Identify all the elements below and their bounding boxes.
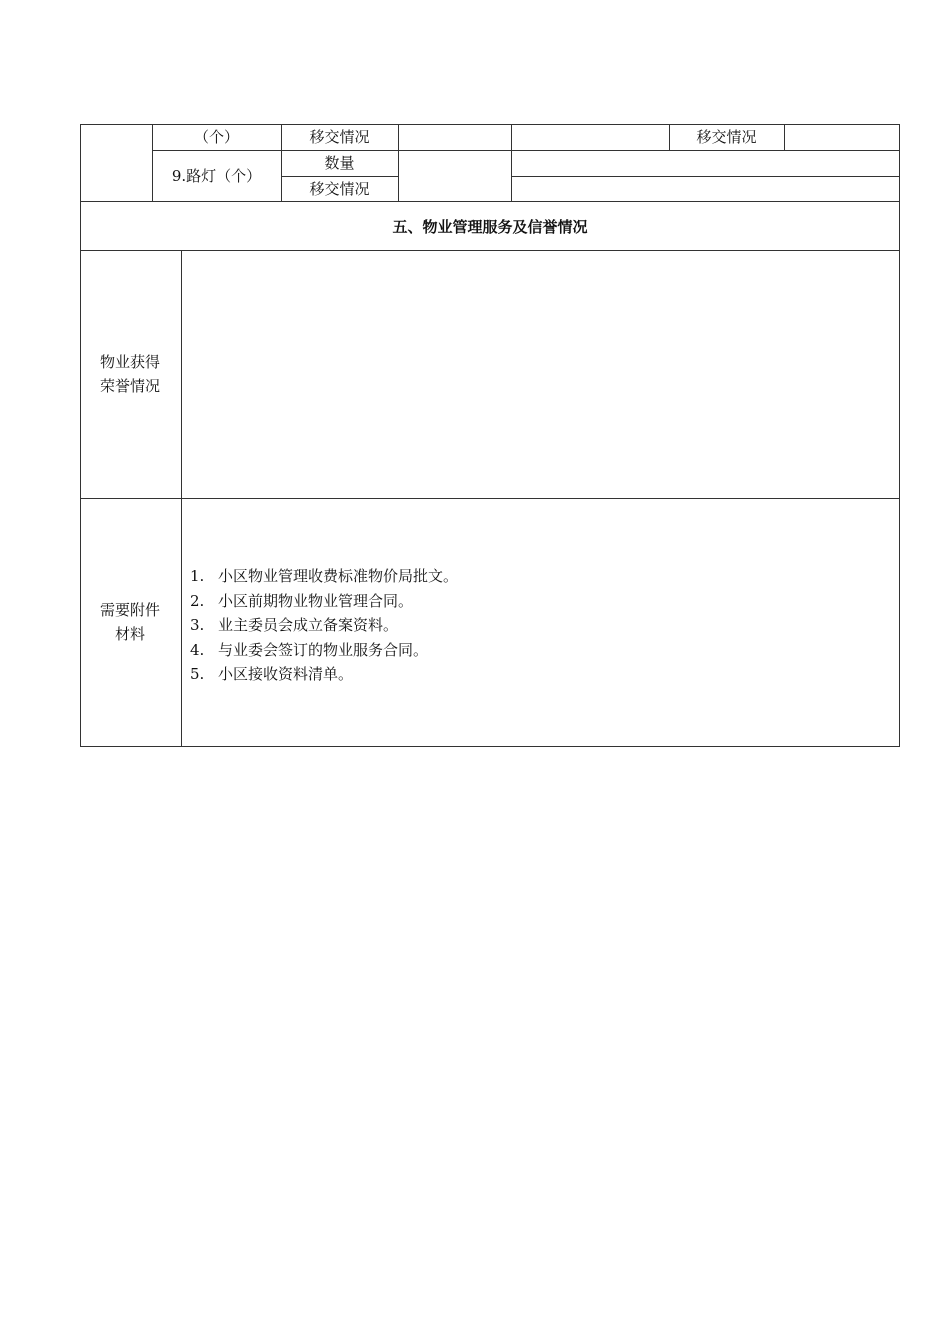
row-divider (511, 176, 900, 177)
transfer-status-label: 移交情况 (309, 128, 370, 146)
attachments-label-line1: 需要附件 (99, 601, 160, 619)
item-unit-label: （个） (193, 128, 239, 146)
honors-label-line2: 荣誉情况 (99, 377, 160, 395)
table-top-border (80, 124, 900, 125)
row-divider (80, 250, 900, 251)
column-divider (784, 124, 785, 150)
quantity-label: 数量 (324, 154, 355, 172)
section-title: 五、物业管理服务及信誉情况 (392, 218, 588, 236)
list-item-text: 小区物业管理收费标准物价局批文。 (218, 567, 459, 585)
list-item-text: 与业委会签订的物业服务合同。 (218, 640, 429, 659)
list-item-number: 3. (190, 616, 205, 634)
list-item-number: 2. (190, 591, 205, 610)
transfer-status-label-right: 移交情况 (696, 128, 757, 146)
list-item (190, 589, 458, 614)
row-divider (80, 201, 900, 202)
list-item-text: 业主委员会成立备案资料。 (218, 616, 399, 634)
row-divider (281, 176, 399, 177)
list-item-number: 5. (190, 665, 205, 683)
list-item-text: 小区接收资料清单。 (218, 665, 354, 683)
table-bottom-border (80, 746, 900, 747)
row-divider (152, 150, 900, 151)
attachments-label-line2: 材料 (114, 625, 145, 643)
column-divider (511, 124, 512, 201)
attachments-label (80, 598, 180, 646)
list-item (190, 662, 458, 687)
list-item (190, 564, 458, 589)
list-item (190, 613, 458, 638)
honors-label (80, 350, 180, 398)
list-item-text: 小区前期物业物业管理合同。 (218, 591, 414, 610)
list-item-number: 1. (190, 567, 205, 585)
honors-label-line1: 物业获得 (99, 353, 160, 371)
column-divider (181, 250, 182, 747)
list-item-number: 4. (190, 640, 205, 659)
streetlight-transfer-label: 移交情况 (309, 180, 370, 198)
row-divider (80, 498, 900, 499)
column-divider (398, 124, 399, 201)
attachments-list (190, 564, 458, 687)
list-item (190, 638, 458, 663)
property-handover-form (80, 124, 900, 747)
streetlight-item-label: 9.路灯（个） (171, 167, 262, 185)
